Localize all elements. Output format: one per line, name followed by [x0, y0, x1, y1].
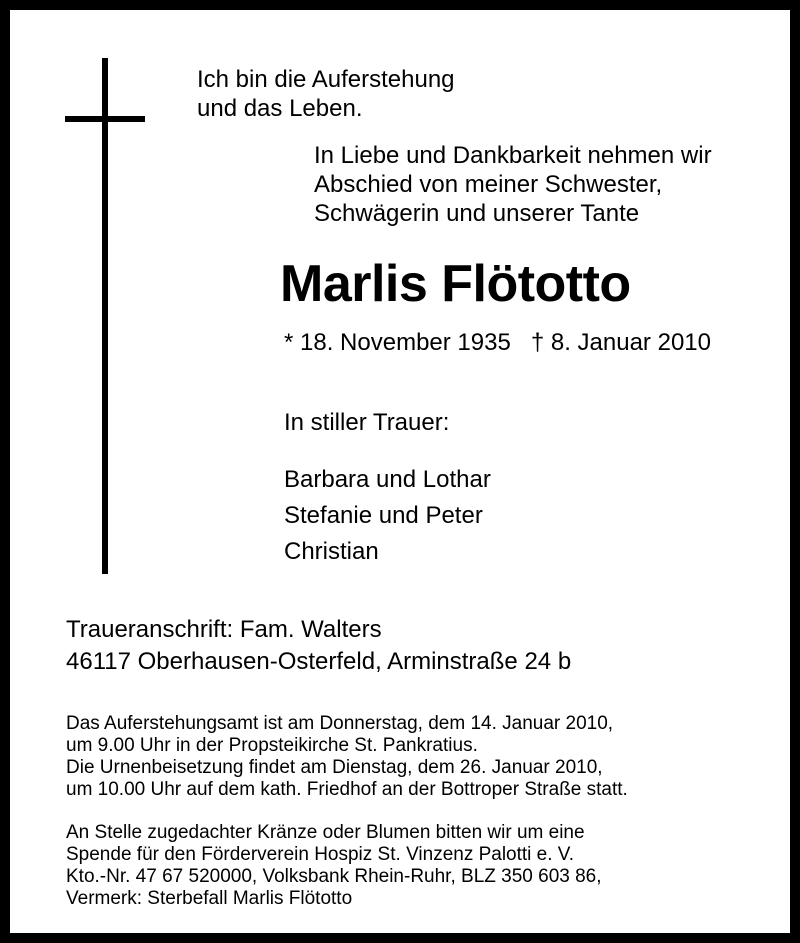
funeral-details-line: Die Urnenbeisetzung findet am Dienstag, dem 26. Januar 2010,: [66, 757, 603, 778]
farewell-intro-line: In Liebe und Dankbarkeit nehmen wir: [314, 142, 712, 169]
funeral-details-line: um 9.00 Uhr in der Propsteikirche St. Pankratius.: [66, 735, 478, 756]
mourning-address-line: 46117 Oberhausen-Osterfeld, Arminstraße 24 b: [66, 648, 572, 675]
donation-request-line: An Stelle zugedachter Kränze oder Blumen bitten wir um eine: [66, 822, 585, 843]
bible-verse: [197, 65, 455, 123]
funeral-details-line: um 10.00 Uhr auf dem kath. Friedhof an der Bottroper Straße statt.: [66, 779, 628, 800]
farewell-intro-line: Abschied von meiner Schwester,: [314, 171, 663, 198]
farewell-intro-line: Schwägerin und unserer Tante: [314, 200, 640, 227]
death-date: 8. Januar 2010: [550, 329, 711, 356]
death-dagger-icon: †: [530, 329, 545, 356]
donation-request-line: Kto.-Nr. 47 67 520000, Volksbank Rhein-Ruhr, BLZ 350 603 86,: [66, 866, 602, 887]
mourner-name: Christian: [284, 538, 379, 565]
funeral-details: [66, 713, 628, 801]
mourners-list: [284, 462, 491, 570]
life-dates: [284, 328, 711, 358]
birth-star-icon: *: [284, 329, 294, 356]
funeral-details-line: Das Auferstehungsamt ist am Donnerstag, dem 14. Januar 2010,: [66, 713, 614, 734]
farewell-intro: [314, 141, 712, 228]
mourner-name: Stefanie und Peter: [284, 502, 483, 529]
cross-horizontal-bar: [65, 116, 145, 122]
birth-date: 18. November 1935: [300, 329, 511, 356]
donation-request: [66, 822, 602, 910]
mourning-heading: In stiller Trauer:: [284, 409, 450, 436]
donation-request-line: Spende für den Förderverein Hospiz St. Vinzenz Palotti e. V.: [66, 844, 575, 865]
cross-vertical-bar: [102, 58, 108, 574]
mourner-name: Barbara und Lothar: [284, 466, 491, 493]
mourning-address: [66, 614, 571, 678]
donation-request-line: Vermerk: Sterbefall Marlis Flötotto: [66, 888, 353, 909]
bible-verse-line: und das Leben.: [197, 95, 363, 122]
deceased-name: Marlis Flötotto: [280, 255, 631, 313]
bible-verse-line: Ich bin die Auferstehung: [197, 66, 455, 93]
mourning-address-line: Traueranschrift: Fam. Walters: [66, 616, 382, 643]
